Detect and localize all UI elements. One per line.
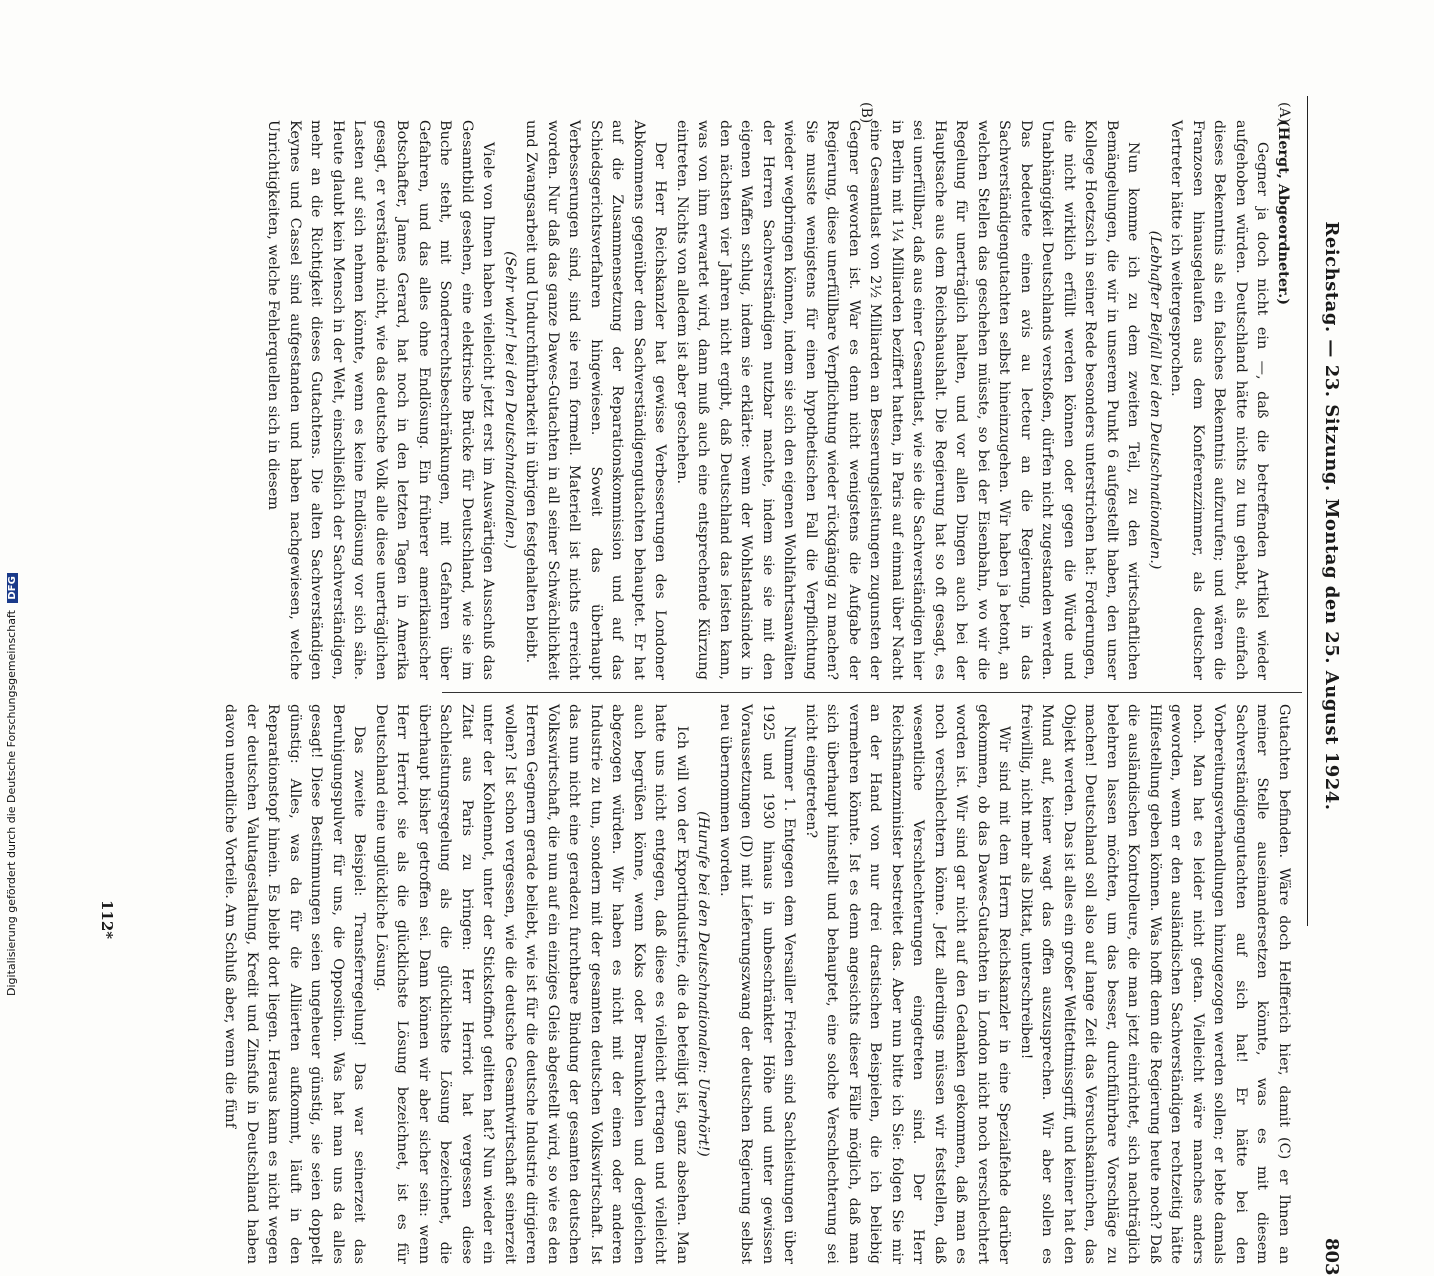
paragraph: Gegner ja doch nicht ein —, daß die betreffenden Artikel wieder aufgehoben würden. Deutschland hätte nichts zu tun gehabt, als einfach dieses Bekenntnis als ein falsches Bekenntnis aufzurufen; und wären die Franzosen hinausgelaufen aus dem Konferenzzimmer, als deutscher Vertreter hätte ich weitergesprochen.	[1168, 120, 1271, 680]
credit-text: Digitalisierung gefördert durch die Deutsche Forschungsgemeinschaft	[5, 610, 18, 996]
interjection: (Lebhafter Beifall bei den Deutschnationalen.)	[1147, 230, 1163, 570]
paragraph: Gutachten befinden. Wäre doch Helfferich hier, damit (C) er Ihnen an meiner Stelle auseinandersetzen könnte, was es mit diesem Sachverständigengutachten auf sich hat! Er hätte bei den Vorbereitungsverhandlungen hinzugezogen werden sollen; er lebte damals noch. Man hat es leider nicht getan. Vielleicht wäre manches anders geworden, wenn er den ausländischen Sachverständigen rechtzeitig hätte Hilfestellung geben können. Was hofft denn die Regierung heute noch? Daß die ausländischen Kontrolleure, die man jetzt einrichtet, sich nachträglich belehren lassen möchten, um das besser, durchführbare Vorschläge zu machen! Deutschland soll also auf lange Zeit das Versuchskaninchen, das Objekt werden. Das ist alles ein großer Weltfettmissgriff, und keiner hat den Mund auf, keiner wagt das offen auszusprechen. Wir aber sollen es freiwillig, nicht mehr als Diktat, unterschreiben!	[1018, 704, 1292, 1265]
interjection: (Sehr wahr! bei den Deutschnationalen.)	[502, 251, 518, 549]
margin-mark-a: (A)	[1276, 102, 1292, 124]
header-rule	[1307, 96, 1308, 926]
page-title: Reichstag. — 23. Sitzung. Montag den 25. August 1924.	[1321, 221, 1342, 811]
page-header	[1302, 0, 1342, 1000]
paragraph: Wir sind mit dem Herrn Reichskanzler in eine Spezialfehde darüber gekommen, ob das Dawes-Gutachten in London nicht noch verschlechtert worden ist. Wir sind gar nicht auf den Gedanken gekommen, daß man es noch verschlechtern könne. Jetzt allerdings müssen wir feststellen, daß wesentliche Verschlechterungen eingetreten sind. Der Herr Reichsfinanzminister bestreitet das. Aber nun bitte ich Sie: folgen Sie mir an der Hand von nur drei drastischen Beispielen, die ich beliebig vermehren könnte. Ist es denn angesichts dieser Fälle möglich, daß man sich überhaupt hinstellt und behauptet, eine solche Verschlechterung sei nicht eingetreten?	[803, 704, 1013, 1264]
page-number: 803	[1321, 1238, 1342, 1276]
dfg-logo: DFG	[7, 573, 18, 602]
digitization-credit	[5, 573, 18, 996]
paragraph: Der Herr Reichskanzler hat gewisse Verbesserungen des Londoner Abkommens gegenüber dem Sachverständigengutachten behauptet. Er hat auf die Zusammensetzung der Reparationskommission und auf das Schiedsgerichtsverfahren hingewiesen. Soweit das überhaupt Verbesserungen sind, sind sie rein formell. Materiell ist nichts erreicht worden. Nur daß das ganze Dawes-Gutachten in all seiner Schwächlichkeit und Zwangsarbeit und Undurchführbarkeit in übrigen festgehalten bleibt.	[523, 120, 669, 680]
paragraph: Nummer 1. Entgegen dem Versailler Frieden sind Sachleistungen über 1925 und 1930 hinaus in unbeschränkter Höhe und unter gewissen Voraussetzungen (D) mit Lieferungszwang der deutschen Regierung selbst neu übernommen worden.	[717, 704, 798, 1264]
speaker-label: (Hergt, Abgeordneter.)	[1275, 120, 1292, 306]
left-column	[262, 120, 1294, 680]
sheet-signature: 112*	[98, 900, 116, 940]
interjection: (Hurufe bei den Deutschnationalen: Unerhört!)	[695, 811, 712, 1157]
paragraph: Ich will von der Exportindustrie, die da beteiligt ist, ganz absehen. Man hatte uns nicht entgegen, daß diese es vielleicht ertragen und vielleicht auch begrüßen könne, wenn Koks oder Braunkohlen und dergleichen abgezogen würden. Wir haben es nicht mit der einen oder anderen Industrie zu tun, sondern mit der gesamten deutschen Volkswirtschaft. Ist das nun nicht eine geradezu furchtbare Bindung der gesamten deutschen Volkswirtschaft, die nun auf ein einziges Gleis abgestellt wird, so wie es den Herren Gegnern gerade beliebt, wie ist für die deutsche Industrie dirigieren wollen? Ist schon vergessen, wie die deutsche Gesamtwirtschaft seinerzeit unter der Kohlennot, unter der Stickstoffnot gelitten hat? Nun wieder ein Zitat aus Paris zu bringen: Herr Herriot hat vergessen diese Sachleistungsregelung als die glücklichste Lösung bezeichnet, die überhaupt bisher getroffen sei. Dann können wir aber sicher sein: wenn Herr Herriot sie als die glücklichste Lösung bezeichnet, ist es für Deutschland eine unglückliche Lösung.	[373, 704, 690, 1264]
paragraph: Viele von Ihnen haben vielleicht jetzt erst im Auswärtigen Ausschuß das Gesamtbild gesehen, eine elektrische Brücke für Deutschland, wie sie im Buche steht, mit Sonderrechtsbeschränkungen, mit Gefahren über Gefahren, und das alles ohne Endlösung. Ein früherer amerikanischer Botschafter, James Gerard, hat noch in den letzten Tagen in Amerika gesagt, er verstände nicht, wie das deutsche Volk alle diese unerträglichen Lasten auf sich nehmen könnte, wenn es keine Endlösung vor sich sähe. Heute glaubt kein Mensch in der Welt, einschließlich der Sachverständigen, mehr an die Richtigkeit dieses Gutachtens. Die alten Sachverständigen Keynes und Cassel sind aufgestanden und haben nachgewiesen, welche Unrichtigkeiten, welche Fehlerquellen sich in diesem	[265, 120, 497, 680]
paragraph: Das zweite Beispiel: Transferregelung! Das war seinerzeit das Beruhigungspulver für uns, die Opposition. Was hat man uns da alles gesagt! Diese Bestimmungen seien ungeheuer günstig, sie seien doppelt günstig: Alles, was da für die Alliierten aufkommt, läuft in den Reparationstopf hinein. Es bleibt dort liegen. Heraus kann es nicht wegen der deutschen Valutagestaltung, Kredit und Zinsfuß in Deutschland haben davon unendliche Vorteile. Am Schluß aber, wenn die fünf	[222, 704, 368, 1264]
margin-mark-b: (B)	[858, 102, 874, 124]
right-column	[219, 704, 1294, 1264]
column-divider	[442, 692, 1302, 693]
paragraph: Nun komme ich zu dem zweiten Teil, zu den wirtschaftlichen Bemängelungen, die wir in unserem Punkt 6 aufgestellt haben, den unser Kollege Hoetzsch in seiner Rede besonders unterstrichen hat: Forderungen, die nicht wirklich erfüllt werden können oder gegen die Würde und Unabhängigkeit Deutschlands verstoßen, dürfen nicht zugestanden werden. Das bedeutete einen avis au lecteur an die Regierung, in das Sachverständigengutachten selbst hineinzugehen. Wir haben ja betont, an welchen Stellen das geschehen müsste, so bei der Eisenbahn, wo wir die Regelung für unerträglich halten, und vor allen Dingen auch bei der Hauptsache aus dem Reichshaushalt. Die Regierung hat so oft gesagt, es sei unerfüllbar, daß aus einer Gesamtlast, wie sie die Sachverständigen hier in Berlin mit 1¼ Milliarden beziffert hatten, in Paris auf einmal über Nacht eine Gesamtlast von 2½ Milliarden an Besserungsleistungen zugunsten der Gegner geworden ist. War es denn nicht wenigstens die Aufgabe der Regierung, diese unerfüllbare Verpflichtung wieder rückgängig zu machen? Sie musste wenigstens für einen hypothetischen Fall die Verpflichtung wieder wegbringen können, indem sie sich den eigenen Wohlfahrtsanwälten der Herren Sachverständigen nutzbar machte, indem sie sie mit den eigenen Waffen schlug, indem sie erklärte: wenn der Wohlstandsindex in den nächsten vier Jahren nicht ergibt, daß Deutschland das leisten kann, was von ihm erwartet wird, dann muß auch eine entsprechende Kürzung eintreten. Nichts von alledem ist aber geschehen.	[674, 120, 1142, 680]
